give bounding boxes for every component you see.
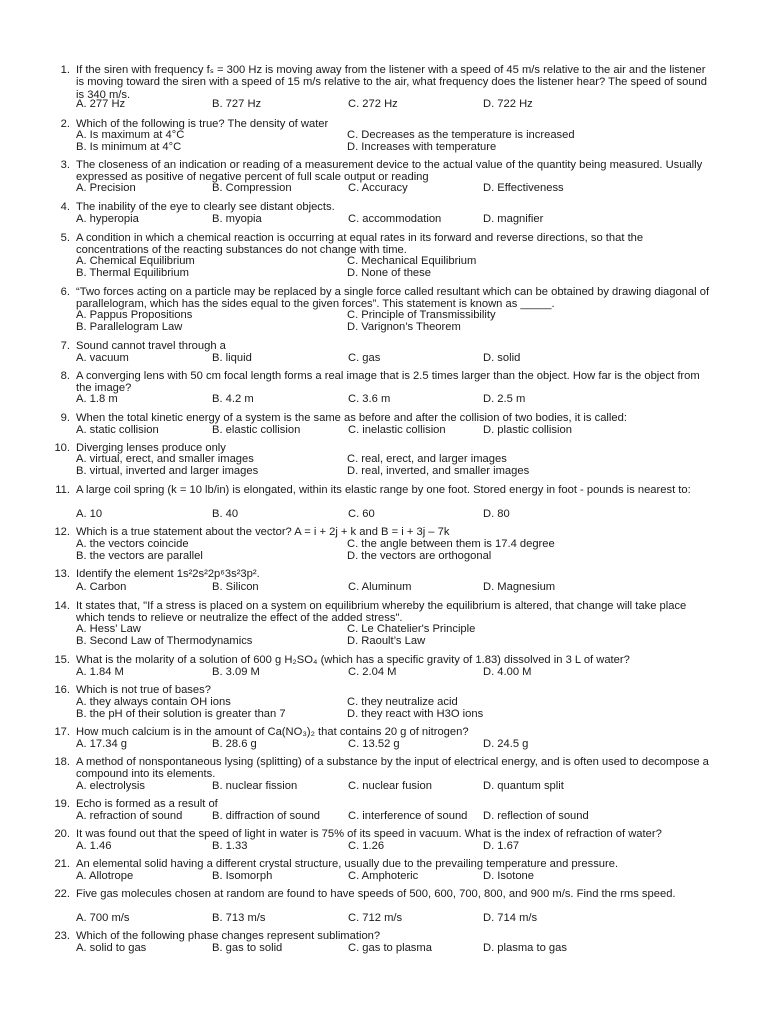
choice-c: C. Amphoteric — [348, 870, 419, 882]
choices — [76, 780, 716, 792]
choice-b: B. 3.09 M — [212, 666, 260, 678]
choices — [76, 666, 716, 678]
choices — [76, 870, 716, 882]
choice-a: A. Pappus Propositions — [76, 309, 193, 321]
choices — [76, 623, 716, 648]
choices — [76, 538, 716, 563]
choice-d: D. quantum split — [483, 780, 564, 792]
choice-a: A. 277 Hz — [76, 98, 126, 110]
choice-b: B. 40 — [212, 508, 239, 520]
choice-c: C. Accuracy — [348, 182, 408, 194]
question-number: 15. — [54, 654, 70, 666]
question-text: Which is a true statement about the vector? A = i + 2j + k and B = i + 3j – 7k — [76, 526, 450, 538]
choices — [76, 129, 716, 154]
choice-b: B. Thermal Equilibrium — [76, 267, 189, 280]
choice-b: B. 1.33 — [212, 840, 248, 852]
choice-a: A. electrolysis — [76, 780, 146, 792]
choice-c: C. Le Chatelier's Principle — [347, 623, 476, 635]
question-number: 12. — [54, 526, 70, 538]
choice-c: C. gas to plasma — [348, 942, 432, 954]
question-text: Five gas molecules chosen at random are found to have speeds of 500, 600, 700, 800, and 900 m/s. Find the rms speed. — [76, 888, 676, 900]
question-text: Which is not true of bases? — [76, 684, 211, 696]
choice-b: B. gas to solid — [212, 942, 283, 954]
choice-b: B. elastic collision — [212, 424, 301, 436]
question-number: 19. — [54, 798, 70, 810]
choices — [76, 942, 716, 954]
choice-c: C. 1.26 — [348, 840, 385, 852]
choice-d: D. solid — [483, 352, 521, 364]
choice-c: C. gas — [348, 352, 381, 364]
choice-d: D. the vectors are orthogonal — [347, 550, 492, 563]
question-number: 5. — [60, 232, 70, 244]
question-text: The inability of the eye to clearly see distant objects. — [76, 201, 335, 213]
question-text: How much calcium is in the amount of Ca(NO₃)₂ that contains 20 g of nitrogen? — [76, 726, 469, 738]
choice-d: D. 714 m/s — [483, 912, 538, 924]
choice-c: C. Mechanical Equilibrium — [347, 255, 477, 267]
choice-a: A. Chemical Equilibrium — [76, 255, 195, 267]
choice-c: C. interference of sound — [348, 810, 468, 822]
choice-c: C. 3.6 m — [348, 393, 391, 405]
choice-d: D. Isotone — [483, 870, 534, 882]
choices — [76, 98, 716, 110]
question-number: 17. — [54, 726, 70, 738]
choices — [76, 213, 716, 225]
choices — [76, 182, 716, 194]
choice-b: B. myopia — [212, 213, 262, 225]
choices — [76, 255, 716, 280]
choice-b: B. Second Law of Thermodynamics — [76, 635, 253, 648]
choices — [76, 508, 716, 520]
choice-b: B. diffraction of sound — [212, 810, 321, 822]
choice-d: D. Varignon’s Theorem — [347, 321, 461, 334]
choice-c: C. 712 m/s — [348, 912, 403, 924]
choice-a: A. 1.84 M — [76, 666, 124, 678]
choice-d: D. 2.5 m — [483, 393, 526, 405]
question-text: A converging lens with 50 cm focal length forms a real image that is 2.5 times larger than the object. How far is the object from the image? — [76, 370, 700, 395]
choice-d: D. plasma to gas — [483, 942, 567, 954]
question-text: It states that, "If a stress is placed on a system on equilibrium whereby the equilibrium is altered, that change will take place which tends to relieve or neutralize the effect of the added stress". — [76, 600, 687, 625]
choice-b: B. liquid — [212, 352, 252, 364]
question-number: 8. — [60, 370, 70, 382]
choice-d: D. they react with H3O ions — [347, 708, 484, 721]
choice-c: C. nuclear fusion — [348, 780, 432, 792]
question-number: 4. — [60, 201, 70, 213]
question-text: A condition in which a chemical reaction is occurring at equal rates in its forward and reverse directions, so that the concentrations of the reacting substances do not change with time. — [76, 232, 644, 257]
choice-b: B. 28.6 g — [212, 738, 257, 750]
choice-a: A. they always contain OH ions — [76, 696, 231, 708]
choices — [76, 309, 716, 334]
choice-d: D. real, inverted, and smaller images — [347, 465, 530, 478]
choice-a: A. hyperopia — [76, 213, 139, 225]
choices — [76, 696, 716, 721]
choices — [76, 453, 716, 478]
choice-b: B. Parallelogram Law — [76, 321, 183, 334]
question-number: 11. — [55, 484, 70, 496]
question-text: What is the molarity of a solution of 600 g H₂SO₄ (which has a specific gravity of 1.83) dissolved in 3 L of water? — [76, 654, 630, 666]
question-number: 7. — [60, 340, 70, 352]
choice-b: B. Silicon — [212, 581, 259, 593]
choices — [76, 810, 716, 822]
choice-b: B. the pH of their solution is greater than 7 — [76, 708, 286, 721]
question-text: When the total kinetic energy of a system is the same as before and after the collision of two bodies, it is called: — [76, 412, 627, 424]
question-number: 3. — [60, 159, 70, 171]
question-text: Echo is formed as a result of — [76, 798, 218, 810]
choices — [76, 352, 716, 364]
choice-a: A. Precision — [76, 182, 136, 194]
choice-a: A. 17.34 g — [76, 738, 128, 750]
choice-a: A. refraction of sound — [76, 810, 183, 822]
question-number: 9. — [60, 412, 70, 424]
question-number: 22. — [54, 888, 70, 900]
choices — [76, 840, 716, 852]
question-number: 20. — [54, 828, 70, 840]
choice-a: A. 1.46 — [76, 840, 112, 852]
question-number: 21. — [54, 858, 70, 870]
choice-d: D. 1.67 — [483, 840, 520, 852]
choice-a: A. Hess’ Law — [76, 623, 141, 635]
question-text: The closeness of an indication or reading of a measurement device to the actual value of the quantity being measured. Usually expressed as positive of negative percent of full scale output or reading — [76, 159, 703, 184]
choice-a: A. 700 m/s — [76, 912, 130, 924]
choices — [76, 581, 716, 593]
choice-a: A. 1.8 m — [76, 393, 118, 405]
choice-c: C. Principle of Transmissibility — [347, 309, 496, 321]
choice-a: A. Is maximum at 4°C — [76, 129, 185, 141]
choice-b: B. 727 Hz — [212, 98, 262, 110]
choice-b: B. Isomorph — [212, 870, 273, 882]
choice-a: A. virtual, erect, and smaller images — [76, 453, 254, 465]
choice-c: C. 60 — [348, 508, 375, 520]
choice-d: D. plastic collision — [483, 424, 572, 436]
choice-b: B. Is minimum at 4°C — [76, 141, 182, 154]
choice-c: C. 13.52 g — [348, 738, 400, 750]
choice-b: B. nuclear fission — [212, 780, 298, 792]
choice-d: D. 24.5 g — [483, 738, 529, 750]
question-text: Sound cannot travel through a — [76, 340, 226, 352]
choice-c: C. 272 Hz — [348, 98, 398, 110]
choice-b: B. Compression — [212, 182, 292, 194]
choices — [76, 912, 716, 924]
question-number: 13. — [54, 568, 70, 580]
choice-a: A. static collision — [76, 424, 159, 436]
choice-a: A. solid to gas — [76, 942, 147, 954]
choice-d: D. None of these — [347, 267, 431, 280]
choices — [76, 424, 716, 436]
question-number: 10. — [54, 442, 70, 454]
question-text: It was found out that the speed of light in water is 75% of its speed in vacuum. What is the index of refraction of water? — [76, 828, 662, 840]
choice-c: C. Decreases as the temperature is increased — [347, 129, 575, 141]
choice-d: D. Magnesium — [483, 581, 556, 593]
choice-c: C. Aluminum — [348, 581, 412, 593]
choice-c: C. real, erect, and larger images — [347, 453, 507, 465]
question-number: 18. — [54, 756, 70, 768]
question-number: 14. — [54, 600, 70, 612]
question-text: A large coil spring (k = 10 lb/in) is elongated, within its elastic range by one foot. Stored energy in foot - pounds is nearest to: — [76, 484, 691, 496]
question-text: Which of the following phase changes represent sublimation? — [76, 930, 381, 942]
choice-d: D. reflection of sound — [483, 810, 589, 822]
choice-a: A. Allotrope — [76, 870, 134, 882]
question-number: 6. — [60, 286, 70, 298]
choice-d: D. Effectiveness — [483, 182, 564, 194]
choice-b: B. 4.2 m — [212, 393, 254, 405]
choice-a: A. vacuum — [76, 352, 129, 364]
choice-d: D. 80 — [483, 508, 510, 520]
question-number: 1. — [60, 64, 70, 76]
choice-c: C. accommodation — [348, 213, 442, 225]
choice-c: C. inelastic collision — [348, 424, 446, 436]
choice-c: C. they neutralize acid — [347, 696, 458, 708]
choice-d: D. Raoult’s Law — [347, 635, 426, 648]
question-number: 2. — [60, 118, 70, 130]
question-text: Diverging lenses produce only — [76, 442, 226, 454]
choice-c: C. 2.04 M — [348, 666, 397, 678]
question-text: Identify the element 1s²2s²2p⁶3s²3p². — [76, 568, 260, 580]
question-text: An elemental solid having a different crystal structure, usually due to the prevailing temperature and pressure. — [76, 858, 619, 870]
question-text: A method of nonspontaneous lysing (splitting) of a substance by the input of electrical energy, and is often used to decompose a compound into its elements. — [76, 756, 709, 781]
choice-d: D. 4.00 M — [483, 666, 532, 678]
choice-a: A. the vectors coincide — [76, 538, 189, 550]
choice-a: A. Carbon — [76, 581, 127, 593]
choice-a: A. 10 — [76, 508, 103, 520]
choice-d: D. Increases with temperature — [347, 141, 497, 154]
choice-b: B. virtual, inverted and larger images — [76, 465, 259, 478]
choices — [76, 738, 716, 750]
choices — [76, 393, 716, 405]
choice-b: B. 713 m/s — [212, 912, 266, 924]
question-text: Which of the following is true? The density of water — [76, 118, 329, 130]
choice-b: B. the vectors are parallel — [76, 550, 203, 563]
question-number: 16. — [54, 684, 70, 696]
question-text: “Two forces acting on a particle may be replaced by a single force called resultant which can be obtained by drawing diagonal of parallelogram, which has the sides equal to the given forces”. This statement is known as _____. — [76, 286, 710, 311]
choice-d: D. magnifier — [483, 213, 544, 225]
question-text: If the siren with frequency fₛ = 300 Hz is moving away from the listener with a speed of 45 m/s relative to the air and the listener is moving toward the siren with a speed of 15 m/s relative to the air, what frequency does the listener hear? The speed of sound is 340 m/s. — [76, 64, 708, 101]
choice-d: D. 722 Hz — [483, 98, 533, 110]
choice-c: C. the angle between them is 17.4 degree — [347, 538, 555, 550]
question-number: 23. — [54, 930, 70, 942]
